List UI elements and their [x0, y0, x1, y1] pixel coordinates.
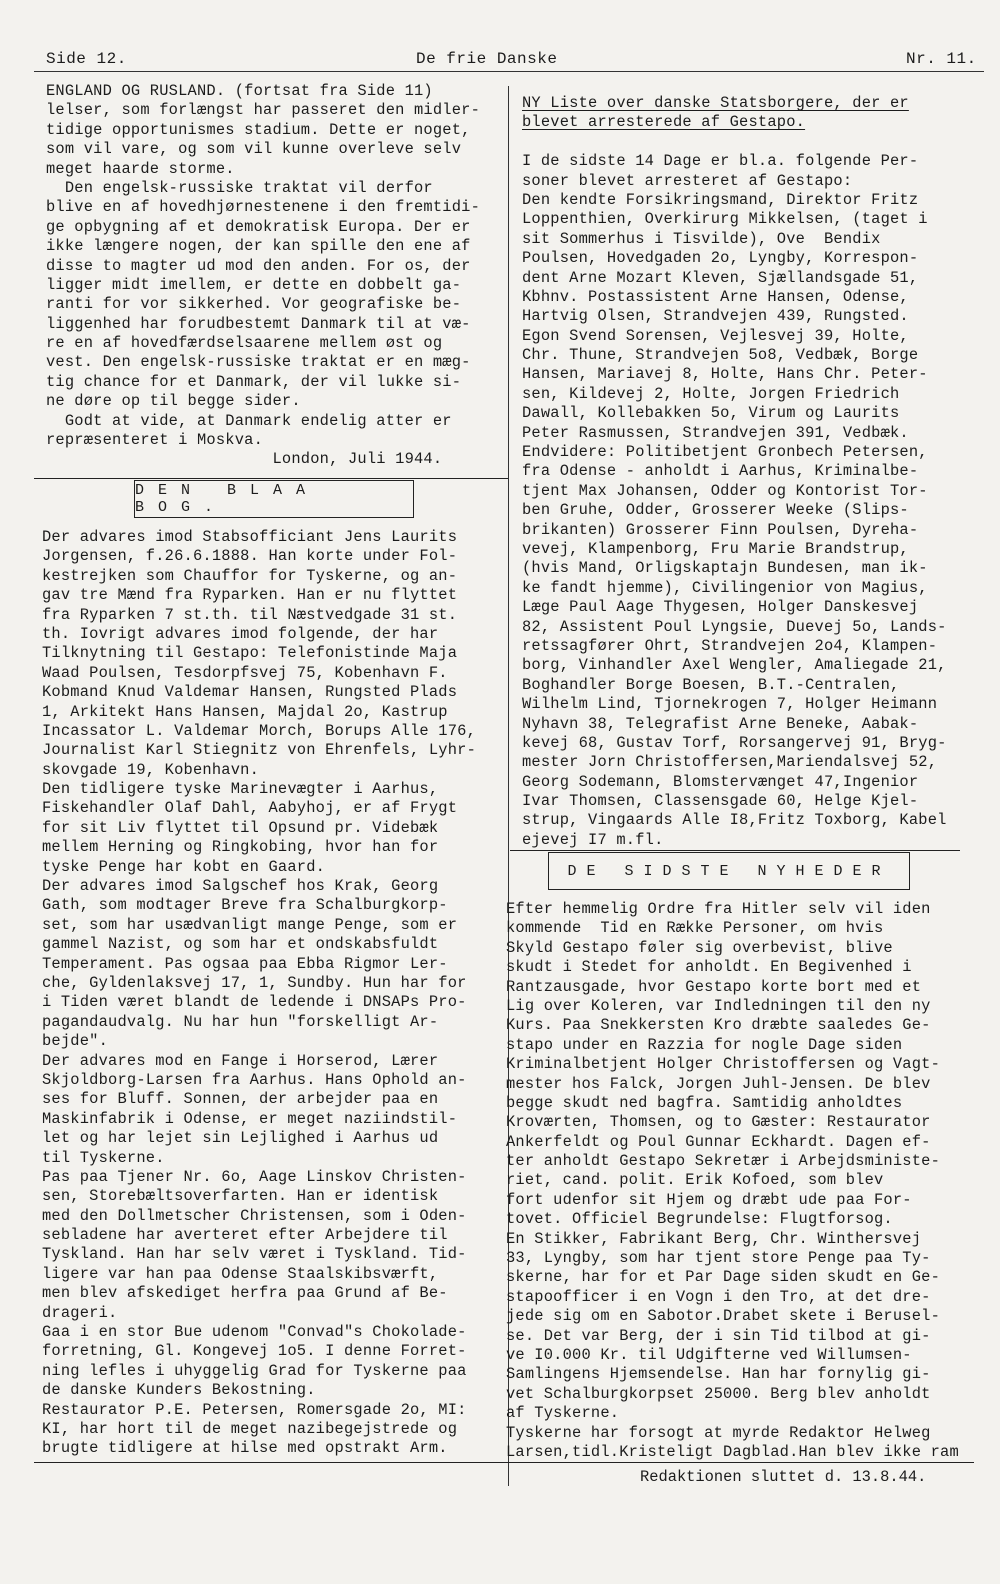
- text-line: Jorgensen, f.26.6.1888. Han korte under Fol-: [42, 547, 458, 566]
- text-line: tjent Max Johansen, Odder og Kontorist Tor-: [522, 481, 928, 500]
- text-line: I de sidste 14 Dage er bl.a. folgende Per-: [522, 152, 919, 171]
- text-line: liggenhed har forudbestemt Danmark til at væ-: [46, 314, 471, 333]
- text-line: soner blevet arresteret af Gestapo:: [522, 171, 853, 190]
- text-line: Efter hemmelig Ordre fra Hitler selv vil iden: [506, 900, 931, 918]
- text-line: Larsen,tidl.Kristeligt Dagblad.Han blev ikke ram: [506, 1442, 959, 1461]
- text-line: sen, Storebæltsoverfarten. Han er identisk: [42, 1187, 439, 1206]
- text-line: set, som har usædvanligt mange Penge, som er: [42, 915, 458, 934]
- text-line: Den kendte Forsikringsmand, Direktor Fritz: [522, 190, 919, 209]
- text-line: ses for Bluff. Sonnen, der arbejder paa en: [42, 1090, 439, 1109]
- text-line: ejevej I7 m.fl.: [522, 830, 664, 849]
- text-line: meget haarde storme.: [46, 159, 235, 178]
- text-line: sit Sommerhus i Tisvilde), Ove Bendix: [522, 229, 881, 248]
- text-line: af Tyskerne.: [506, 1404, 620, 1423]
- text-line: vest. Den engelsk-russiske traktat er en mæg-: [46, 353, 471, 372]
- text-line: gammel Nazist, og som har et ondskabsfuldt: [42, 935, 439, 954]
- text-line: 33, Lyngby, som har tjent store Penge paa Ty-: [506, 1249, 931, 1268]
- arrests-list-article: [522, 94, 947, 850]
- text-line: kommende Tid en Række Personer, om hvis: [506, 919, 884, 938]
- england-russia-article: [46, 82, 480, 470]
- issue-number: Nr. 11.: [906, 50, 977, 68]
- text-line: stapoofficer i en Vogn i den Tro, at det dre-: [506, 1287, 931, 1306]
- text-line: Poulsen, Hovedgaden 2o, Lyngby, Korrespon-: [522, 249, 919, 268]
- text-line: Journalist Karl Stiegnitz von Ehrenfels, Lyhr-: [42, 741, 477, 760]
- text-line: som vil vare, og som vil kunne overleve selv: [46, 140, 462, 159]
- text-line: brugte tidligere at hilse med opstrakt Arm.: [42, 1439, 448, 1458]
- text-line: Fiskehandler Olaf Dahl, Aabyhoj, er af Frygt: [42, 799, 458, 818]
- text-line: Boghandler Borge Boesen, B.T.-Centralen,: [522, 675, 900, 694]
- text-line: Restaurator P.E. Petersen, Romersgade 2o, MI:: [42, 1400, 467, 1419]
- text-line: kevej 68, Gustav Torf, Rorsangervej 91, Bryg-: [522, 733, 947, 752]
- text-line: Samlingens Hjemsendelse. Han har fornylig gi-: [506, 1365, 931, 1384]
- text-line: Kbhnv. Postassistent Arne Hansen, Odense,: [522, 287, 909, 306]
- text-line: gav tre Mænd fra Ryparken. Han er nu flyttet: [42, 586, 458, 605]
- text-line: 1, Arkitekt Hans Hansen, Majdal 2o, Kastrup: [42, 702, 448, 721]
- text-line: jede sig om en Sabotor.Drabet skete i Berusel-: [506, 1307, 941, 1326]
- section-rule: [34, 478, 508, 479]
- text-line: Der advares imod Stabsofficiant Jens Laurits: [42, 528, 458, 546]
- text-line: Maskinfabrik i Odense, er meget naziindstil-: [42, 1109, 458, 1128]
- page-number: Side 12.: [46, 50, 127, 68]
- text-line: i Tiden været blandt de ledende i DNSAPs Pro-: [42, 993, 467, 1012]
- text-line: Wilhelm Lind, Tjornekrogen 7, Holger Heimann: [522, 695, 938, 714]
- text-line: Gaa i en stor Bue udenom "Convad"s Chokolade-: [42, 1323, 467, 1342]
- text-line: ne døre op til begge sider.: [46, 392, 301, 411]
- text-line: ikke længere nogen, der kan spille den ene af: [46, 237, 471, 256]
- text-line: drageri.: [42, 1303, 118, 1322]
- text-line: Georg Sodemann, Blomstervænget 47,Ingenior: [522, 772, 919, 791]
- text-line: tovet. Officiel Begrundelse: Flugtforsog.: [506, 1210, 893, 1229]
- text-line: th. Iovrigt advares imod folgende, der har: [42, 624, 439, 643]
- text-line: Lig over Koleren, var Indledningen til den ny: [506, 996, 931, 1015]
- text-line: stapo under en Razzia for nogle Dage siden: [506, 1035, 903, 1054]
- text-line: re en af hovedfærdselsaarene mellem øst og: [46, 334, 443, 353]
- text-line: ben Gruhe, Odder, Grosserer Weeke (Slips-: [522, 501, 909, 520]
- text-line: NY Liste over danske Statsborgere, der er: [522, 94, 909, 112]
- text-line: begge skudt ned bagfra. Samtidig anholdtes: [506, 1093, 903, 1112]
- text-line: Dawall, Kollebakken 5o, Virum og Laurits: [522, 404, 900, 423]
- text-line: brikanten) Grosserer Finn Poulsen, Dyreha-: [522, 520, 919, 539]
- text-line: til Tyskerne.: [42, 1148, 165, 1167]
- text-line: Der advares mod en Fange i Horserod, Lærer: [42, 1051, 439, 1070]
- text-line: skovgade 19, Kobenhavn.: [42, 760, 260, 779]
- text-line: repræsenteret i Moskva.: [46, 431, 264, 450]
- blaa-bog-title: DEN BLAA BOG.: [134, 480, 414, 518]
- text-line: ter anholdt Gestapo Sekretær i Arbejdsministe-: [506, 1152, 941, 1171]
- text-line: KI, har hort til de meget nazibegejstrede og: [42, 1419, 458, 1438]
- text-line: ENGLAND OG RUSLAND. (fortsat fra Side 11): [46, 82, 433, 100]
- paper-title: De frie Danske: [416, 50, 558, 68]
- bottom-rule: [34, 1462, 974, 1463]
- text-line: Læge Paul Aage Thygesen, Holger Danskesvej: [522, 598, 919, 617]
- text-line: Hartvig Olsen, Strandvejen 439, Rungsted.: [522, 307, 909, 326]
- text-line: London, Juli 1944.: [46, 450, 443, 469]
- text-line: Peter Rasmussen, Strandvejen 391, Vedbæk.: [522, 423, 909, 442]
- text-line: ning lefles i uhyggelig Grad for Tyskerne paa: [42, 1361, 467, 1380]
- text-line: Kriminalbetjent Holger Christoffersen og Vagt-: [506, 1055, 941, 1074]
- text-line: de danske Kunders Bekostning.: [42, 1381, 316, 1400]
- text-line: Kroværten, Thomsen, og to Gæster: Restaurator: [506, 1113, 931, 1132]
- text-line: borg, Vinhandler Axel Wengler, Amaliegade 21,: [522, 656, 947, 675]
- text-line: Tilknytning til Gestapo: Telefonistinde Maja: [42, 644, 458, 663]
- text-line: tig chance for et Danmark, der vil lukke si-: [46, 372, 462, 391]
- text-line: Ivar Thomsen, Classensgade 60, Helge Kjel-: [522, 792, 919, 811]
- text-line: Gath, som modtager Breve fra Schalburgkorp-: [42, 896, 448, 915]
- text-line: riet, cand. polit. Erik Kofoed, som blev: [506, 1171, 884, 1190]
- text-line: 82, Assistent Poul Lyngsie, Duevej 5o, Lands-: [522, 617, 947, 636]
- blaa-bog-article: [42, 528, 476, 1459]
- text-line: Skyld Gestapo føler sig overbevist, blive: [506, 938, 893, 957]
- text-line: Tyskerne har forsogt at myrde Redaktor Helweg: [506, 1423, 931, 1442]
- text-line: Tyskland. Han har selv været i Tyskland. Tid-: [42, 1245, 467, 1264]
- text-line: Nyhavn 38, Telegrafist Arne Beneke, Aabak-: [522, 714, 919, 733]
- text-line: for sit Liv flyttet til Opsund pr. Videbæk: [42, 818, 439, 837]
- text-line: retssagfører Ohrt, Strandvejen 2o4, Klampen-: [522, 636, 938, 655]
- text-line: ligere var han paa Odense Staalskibsværft,: [42, 1264, 439, 1283]
- text-line: sebladene har averteret efter Arbejdere til: [42, 1226, 448, 1245]
- text-line: che, Gyldenlaksvej 17, 1, Sundby. Hun har for: [42, 973, 467, 992]
- text-line: tidige opportunismes stadium. Dette er noget,: [46, 120, 471, 139]
- text-line: Endvidere: Politibetjent Gronbech Petersen,: [522, 443, 928, 462]
- text-line: pagandaudvalg. Nu har hun "forskelligt Ar-: [42, 1012, 439, 1031]
- text-line: sen, Kildevej 2, Holte, Jorgen Friedrich: [522, 384, 900, 403]
- text-line: mester Jorn Christoffersen,Mariendalsvej 52,: [522, 753, 938, 772]
- text-line: Kobmand Knud Valdemar Hansen, Rungsted Plads: [42, 683, 458, 702]
- text-line: ranti for vor sikkerhed. Vor geografiske be-: [46, 295, 462, 314]
- text-line: vevej, Klampenborg, Fru Marie Brandstrup,: [522, 539, 909, 558]
- text-line: ge opbygning af et demokratisk Europa. Der er: [46, 217, 471, 236]
- text-line: Loppenthien, Overkirurg Mikkelsen, (taget i: [522, 210, 928, 229]
- text-line: Waad Poulsen, Tesdorpfsvej 75, Kobenhavn F.: [42, 663, 448, 682]
- text-line: Incassator L. Valdemar Morch, Borups Alle 176,: [42, 721, 477, 740]
- latest-news-article: [506, 900, 959, 1462]
- text-line: strup, Vingaards Alle I8,Fritz Toxborg, Kabel: [522, 811, 947, 830]
- text-line: fort udenfor sit Hjem og dræbt ude paa For-: [506, 1190, 912, 1209]
- sidste-nyheder-title: DE SIDSTE NYHEDER: [548, 852, 910, 890]
- text-line: Temperament. Pas ogsaa paa Ebba Rigmor Ler-: [42, 954, 448, 973]
- text-line: Den tidligere tyske Marinevægter i Aarhus,: [42, 780, 439, 799]
- text-line: Godt at vide, at Danmark endelig atter er: [46, 411, 452, 430]
- text-line: Den engelsk-russiske traktat vil derfor: [46, 178, 433, 197]
- text-line: vet Schalburgkorpset 25000. Berg blev anholdt: [506, 1384, 931, 1403]
- text-line: [522, 133, 947, 152]
- text-line: skudt i Stedet for anholdt. En Begivenhed i: [506, 958, 912, 977]
- text-line: Pas paa Tjener Nr. 6o, Aage Linskov Christen-: [42, 1167, 467, 1186]
- text-line: lelser, som forlængst har passeret den midler-: [46, 101, 481, 120]
- text-line: blive en af hovedhjørnestenene i den fremtidi-: [46, 198, 481, 217]
- text-line: forretning, Gl. Kongevej 1o5. I denne Forret-: [42, 1342, 467, 1361]
- text-line: Ankerfeldt og Poul Gunnar Eckhardt. Dagen ef-: [506, 1132, 931, 1151]
- text-line: mellem Herning og Ringkobing, hvor han for: [42, 838, 439, 857]
- text-line: En Stikker, Fabrikant Berg, Chr. Winthersvej: [506, 1229, 922, 1248]
- text-line: ligger midt imellem, er dette en dobbelt ga-: [46, 275, 462, 294]
- text-line: Egon Svend Sorensen, Vejlesvej 39, Holte,: [522, 326, 909, 345]
- text-line: fra Odense - anholdt i Aarhus, Kriminalbe-: [522, 462, 919, 481]
- text-line: Der advares imod Salgschef hos Krak, Georg: [42, 877, 439, 896]
- closing-note: Redaktionen sluttet d. 13.8.44.: [640, 1468, 927, 1486]
- text-line: bejde".: [42, 1032, 109, 1051]
- text-line: Chr. Thune, Strandvejen 5o8, Vedbæk, Borge: [522, 346, 919, 365]
- text-line: Skjoldborg-Larsen fra Aarhus. Hans Ophold an-: [42, 1070, 467, 1089]
- text-line: med den Dollmetscher Christensen, som i Oden-: [42, 1206, 467, 1225]
- text-line: ve I0.000 Kr. til Udgifterne ved Willumsen-: [506, 1345, 912, 1364]
- text-line: blevet arresterede af Gestapo.: [522, 113, 806, 132]
- text-line: fra Ryparken 7 st.th. til Næstvedgade 31 st.: [42, 605, 458, 624]
- text-line: dent Arne Mozart Kleven, Sjællandsgade 51,: [522, 268, 919, 287]
- text-line: se. Det var Berg, der i sin Tid tilbod at gi-: [506, 1326, 931, 1345]
- text-line: disse to magter ud mod den anden. For os, der: [46, 256, 471, 275]
- text-line: Rantzausgade, hvor Gestapo korte bort med et: [506, 977, 922, 996]
- section-rule-right: [510, 850, 960, 851]
- text-line: men blev afskediget herfra paa Grund af Be-: [42, 1284, 448, 1303]
- text-line: ke fandt hjemme), Civilingenior von Magius,: [522, 578, 928, 597]
- text-line: skerne, har for et Par Dage siden skudt en Ge-: [506, 1268, 941, 1287]
- text-line: Kurs. Paa Snekkersten Kro dræbte saaledes Ge-: [506, 1016, 931, 1035]
- text-line: tyske Penge har kobt en Gaard.: [42, 857, 326, 876]
- header-rule: [34, 71, 984, 72]
- text-line: (hvis Mand, Orligskaptajn Bundesen, man ik-: [522, 559, 928, 578]
- text-line: let og har lejet sin Lejlighed i Aarhus ud: [42, 1129, 439, 1148]
- text-line: mester hos Falck, Jorgen Juhl-Jensen. De blev: [506, 1074, 931, 1093]
- text-line: Hansen, Mariavej 8, Holte, Hans Chr. Peter-: [522, 365, 928, 384]
- text-line: kestrejken som Chauffor for Tyskerne, og an-: [42, 566, 458, 585]
